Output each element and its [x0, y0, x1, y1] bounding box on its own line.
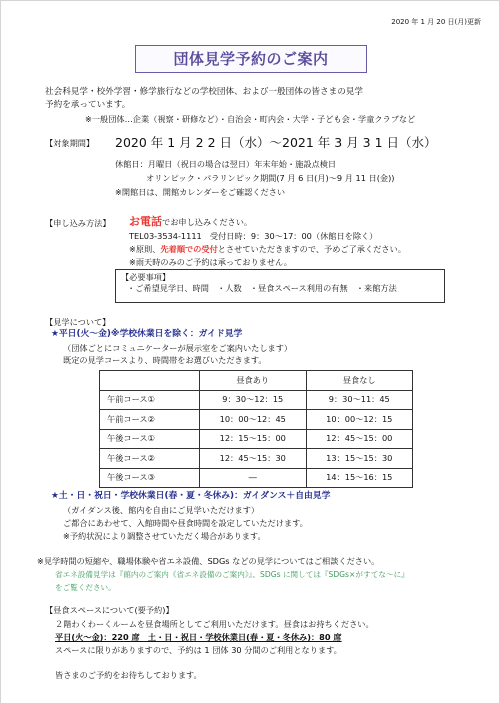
course-name: 午前コース② — [100, 410, 200, 430]
course-table — [99, 370, 413, 488]
course-name: 午後コース③ — [100, 468, 200, 488]
title-box — [135, 45, 367, 73]
weekday-line-2: 既定の見学コースより、時間帯をお選びいただきます。 — [63, 355, 267, 365]
lunch-line-3: スペースに限りがありますので、予約は 1 団体 30 分間のご利用となります。 — [55, 645, 342, 655]
table-header-row — [100, 371, 413, 391]
time-with-lunch: ― — [200, 468, 307, 488]
olympic-period: オリンピック・パラリンピック期間(7 月 6 日(月)～9 月 11 日(金)) — [146, 173, 395, 183]
weekday-heading: ★平日(火～金)※学校休業日を除く：ガイド見学 — [51, 329, 243, 339]
extra-line-1: ※見学時間の短縮や、職場体験や省エネ設備、SDGs などの見学についてはご相談ください。 — [37, 556, 380, 566]
time-without-lunch: 14：15～16：15 — [306, 468, 413, 488]
course-name: 午後コース② — [100, 449, 200, 469]
intro-line-1: 社会科見学・校外学習・修学旅行などの学校団体、および一般団体の皆さまの見学 — [45, 87, 363, 97]
closing-text: 皆さまのご予約をお待ちしております。 — [55, 670, 202, 680]
extra-line-2[interactable]: 省エネ設備見学は『館内のご案内《省エネ設備のご案内》』、SDGs に関しては『SDGs×がすてな～に』 — [55, 570, 409, 579]
time-without-lunch: 9：30～11：45 — [306, 390, 413, 410]
calendar-note: ※開館日は、開館カレンダーをご確認ください — [115, 187, 286, 197]
course-name: 午前コース① — [100, 390, 200, 410]
weekend-line-3: ※予約状況により調整させていただく場合があります。 — [63, 531, 266, 541]
period-label: 【対象期間】 — [45, 138, 95, 148]
time-without-lunch: 10：00～12：15 — [306, 410, 413, 430]
apply-label: 【申し込み方法】 — [45, 218, 111, 228]
time-without-lunch: 13：15～15：30 — [306, 449, 413, 469]
tour-label: 【見学について】 — [45, 317, 111, 327]
phone-emphasis: お電話 — [129, 215, 162, 228]
table-corner — [100, 371, 200, 391]
extra-line-3: をご覧ください。 — [55, 583, 116, 592]
updated-date: 2020 年 1 月 20 日(月)更新 — [391, 18, 481, 26]
apply-tel: TEL03-3534-1111 受付日時：9：30～17：00（休館日を除く） — [129, 231, 378, 241]
phone-rest: でお申し込みください。 — [162, 217, 253, 227]
weekend-heading: ★土・日・祝日・学校休業日(春・夏・冬休み)：ガイダンス＋自由見学 — [51, 491, 331, 501]
closed-days: 休館日：月曜日（祝日の場合は翌日）年末年始・施設点検日 — [115, 159, 337, 169]
first-come-emphasis: 先着順での受付 — [160, 244, 218, 254]
required-label: 【必要事項】 — [121, 272, 171, 282]
page-title: 団体見学予約のご案内 — [173, 49, 329, 68]
weekday-line-1: （団体ごとにコミュニケーターが展示室をご案内いたします） — [63, 343, 293, 353]
table-row — [100, 410, 413, 430]
course-name: 午後コース① — [100, 429, 200, 449]
apply-rule: ※原則、先着順での受付とさせていただきますので、予めご了承ください。 — [129, 244, 406, 254]
required-items-box — [115, 269, 445, 303]
time-with-lunch: 10：00～12：45 — [200, 410, 307, 430]
time-without-lunch: 12：45～15：00 — [306, 429, 413, 449]
table-row — [100, 429, 413, 449]
time-with-lunch: 9：30～12：15 — [200, 390, 307, 410]
period-range: 2020 年 1 月 2 2 日（水）～2021 年 3 月 3 1 日（水） — [115, 135, 437, 150]
rain-note: ※雨天時のみのご予約は承っておりません。 — [129, 257, 292, 267]
apply-phone — [129, 215, 252, 230]
column-header: 昼食あり — [200, 371, 307, 391]
table-row — [100, 468, 413, 488]
lunch-line-1: ２階わくわーくルームを昼食場所としてご利用いただけます。昼食はお持ちください。 — [55, 619, 374, 629]
weekend-line-1: （ガイダンス後、館内を自由にご見学いただけます） — [63, 505, 260, 515]
lunch-seats: 平日(火～金)：220 席 土・日・祝日・学校休業日(春・夏・冬休み)：80 席 — [55, 632, 342, 642]
required-items: ・ご希望見学日、時間 ・人数 ・昼食スペース利用の有無 ・来館方法 — [127, 283, 397, 294]
weekend-line-2: ご都合にあわせて、入館時間や昼食時間を設定していただけます。 — [63, 518, 308, 528]
lunch-label: 【昼食スペースについて(要予約)】 — [45, 605, 174, 615]
column-header: 昼食なし — [306, 371, 413, 391]
intro-note: ※一般団体…企業（視察・研修など）・自治会・町内会・大学・子ども会・学童クラブなど — [85, 114, 416, 124]
intro-line-2: 予約を承っています。 — [45, 100, 131, 110]
time-with-lunch: 12：45～15：30 — [200, 449, 307, 469]
table-row — [100, 449, 413, 469]
time-with-lunch: 12：15～15：00 — [200, 429, 307, 449]
table-row — [100, 390, 413, 410]
